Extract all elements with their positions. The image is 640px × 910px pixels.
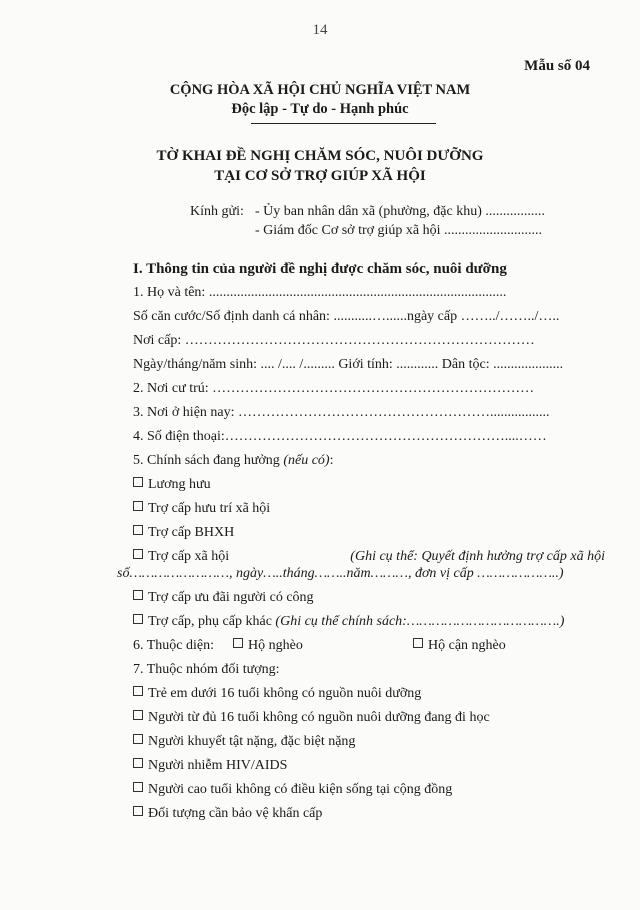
- policy-bhxh: [133, 525, 234, 541]
- page-number: 14: [312, 22, 328, 38]
- group-item: [133, 806, 322, 822]
- motto: Độc lập - Tự do - Hạnh phúc: [231, 101, 409, 117]
- recipient-line-1: - Ủy ban nhân dân xã (phường, đặc khu) .................: [255, 204, 545, 219]
- policy-social-pension: [133, 501, 270, 517]
- form-number: Mẫu số 04: [524, 58, 590, 74]
- policy-other-note: (Ghi cụ thể chính sách:……………………………….): [275, 614, 565, 629]
- policy-other-label: Trợ cấp, phụ cấp khác: [148, 614, 276, 629]
- policy-label-note: (nếu có): [283, 453, 330, 468]
- policy-social-allowance: [133, 549, 605, 565]
- policy-pension-label: Lương hưu: [148, 477, 211, 492]
- nation-heading: CỘNG HÒA XÃ HỘI CHỦ NGHĨA VIỆT NAM: [169, 82, 471, 98]
- recipient-line-2: - Giám đốc Cơ sở trợ giúp xã hội ............................: [255, 223, 543, 238]
- field-name: 1. Họ và tên: .....................................................................................: [133, 285, 507, 300]
- field-current-address: 3. Nơi ở hiện nay: ……………………………………………….................: [133, 405, 550, 420]
- form-title-line2: TẠI CƠ SỞ TRỢ GIÚP XÃ HỘI: [214, 168, 426, 184]
- household-near-poor: [413, 638, 506, 654]
- motto-underline: [251, 123, 436, 124]
- policy-label-main: 5. Chính sách đang hưởng: [133, 453, 284, 468]
- checkbox-poor-household[interactable]: [233, 638, 243, 648]
- checkbox-group-6[interactable]: [133, 806, 143, 816]
- policy-social-allowance-label: Trợ cấp xã hội: [148, 549, 230, 564]
- field-id: Số căn cước/Số định danh cá nhân: ...........…......ngày cấp ……../……../…..: [133, 309, 560, 324]
- policy-merit: [133, 590, 314, 606]
- household-label: 6. Thuộc diện:: [133, 638, 215, 653]
- group-item: [133, 710, 490, 726]
- policy-pension: [133, 477, 211, 493]
- checkbox-social-pension[interactable]: [133, 501, 143, 511]
- group-item: [133, 782, 452, 798]
- policy-social-allowance-details-text: số……………………, ngày…..tháng……..năm………, đơn vị cấp ………………..): [117, 566, 564, 581]
- recipient-label: Kính gửi:: [190, 204, 244, 219]
- group-item-label: Trẻ em dưới 16 tuổi không có nguồn nuôi dưỡng: [148, 686, 422, 701]
- policy-label-tail: :: [329, 453, 334, 468]
- policy-merit-label: Trợ cấp ưu đãi người có công: [148, 590, 314, 605]
- household-poor-label: Hộ nghèo: [248, 638, 303, 653]
- household-near-poor-label: Hộ cận nghèo: [428, 638, 506, 653]
- policy-social-allowance-note: (Ghi cụ thể: Quyết định hưởng trợ cấp xã hội: [350, 549, 605, 564]
- policy-social-allowance-details: [117, 566, 564, 582]
- checkbox-merit[interactable]: [133, 590, 143, 600]
- checkbox-group-2[interactable]: [133, 710, 143, 720]
- checkbox-group-1[interactable]: [133, 686, 143, 696]
- form-title-line1: TỜ KHAI ĐỀ NGHỊ CHĂM SÓC, NUÔI DƯỠNG: [156, 148, 484, 164]
- groups-label: 7. Thuộc nhóm đối tượng:: [133, 662, 280, 677]
- checkbox-group-5[interactable]: [133, 782, 143, 792]
- group-item: [133, 758, 287, 774]
- group-item-label: Người nhiễm HIV/AIDS: [148, 758, 288, 773]
- checkbox-group-3[interactable]: [133, 734, 143, 744]
- field-issued-by: Nơi cấp: …………………………………………………………………: [133, 333, 535, 348]
- section-heading: I. Thông tin của người đề nghị được chăm sóc, nuôi dưỡng: [133, 261, 507, 277]
- policy-label: [133, 453, 333, 469]
- checkbox-pension[interactable]: [133, 477, 143, 487]
- group-item-label: Người khuyết tật nặng, đặc biệt nặng: [148, 734, 356, 749]
- group-item-label: Người cao tuổi không có điều kiện sống tại cộng đồng: [148, 782, 453, 797]
- field-residence: 2. Nơi cư trú: ……………………………………………………………: [133, 381, 535, 396]
- group-item: [133, 686, 421, 702]
- household-poor: [233, 638, 303, 654]
- policy-other: [133, 614, 564, 630]
- group-item-label: Người từ đủ 16 tuổi không có nguồn nuôi dưỡng đang đi học: [148, 710, 490, 725]
- policy-social-pension-label: Trợ cấp hưu trí xã hội: [148, 501, 271, 516]
- checkbox-bhxh[interactable]: [133, 525, 143, 535]
- checkbox-group-4[interactable]: [133, 758, 143, 768]
- field-dob: Ngày/tháng/năm sinh: .... /.... /......... Giới tính: ............ Dân tộc: ....................: [133, 357, 564, 372]
- group-item-label: Đối tượng cần bảo vệ khẩn cấp: [148, 806, 323, 821]
- checkbox-social-allowance[interactable]: [133, 549, 143, 559]
- group-item: [133, 734, 355, 750]
- checkbox-near-poor-household[interactable]: [413, 638, 423, 648]
- policy-bhxh-label: Trợ cấp BHXH: [148, 525, 235, 540]
- checkbox-other-allowance[interactable]: [133, 614, 143, 624]
- field-phone: 4. Số điện thoại:……………………………………………………....……: [133, 429, 547, 444]
